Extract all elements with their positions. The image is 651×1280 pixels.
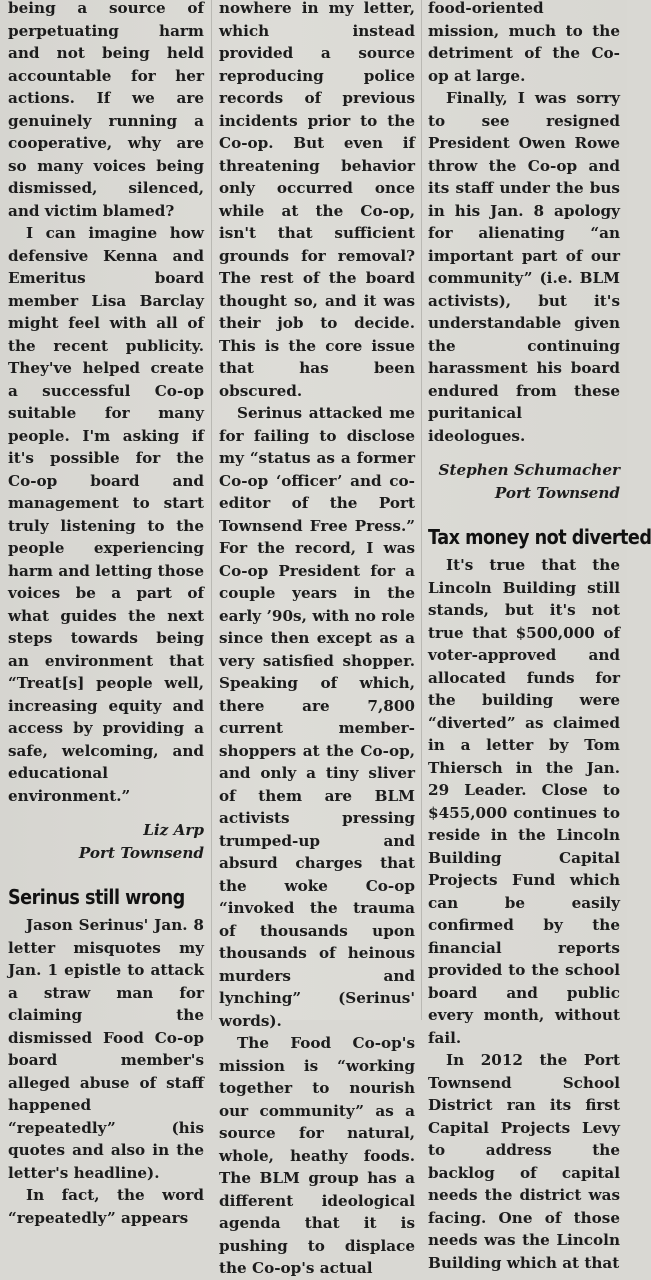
letter-paragraph: Serinus attacked me for failing to disclose my “status as a former Co-op ‘officer’ and co-editor of the Port Townsend Free Press.” For the record, I was Co-op President for a couple years in the early ’90s, with no role since then except as a very satisfied shopper. Speaking of which, there are 7,800 current member-shoppers at the Co-op, and only a tiny sliver of them are BLM activists pressing trumped-up and absurd charges that the woke Co-op “invoked the trauma of thousands upon thousands of heinous murders and lynching” (Serinus' words). xyxy=(219,404,415,1030)
letter-headline: Tax money not diverted xyxy=(428,525,651,549)
letter-headline: Serinus still wrong xyxy=(8,885,185,909)
letter-paragraph: nowhere in my letter, which instead provided a source reproducing police records of previous incidents prior to the Co-op. But even if threatening behavior only occurred once while at the Co-op, isn't that sufficient grounds for removal? The rest of the board thought so, and it was their job to decide. This is the core issue that has been obscured. xyxy=(219,0,415,400)
letter-paragraph: Finally, I was sorry to see resigned President Owen Rowe throw the Co-op and its staff under the bus in his Jan. 8 apology for alienating “an important part of our community” (i.e. BLM activists), but it's understandable given the continuing harassment his board endured from these puritanical ideologues. xyxy=(428,89,620,445)
column-2 xyxy=(219,0,415,1277)
letter-paragraph: The Food Co-op's mission is “working together to nourish our community” as a source for natural, whole, heathy foods. The BLM group has a different ideological agenda that it is pushing to displace the Co-op's actual xyxy=(219,1034,415,1277)
signature-name: Stephen Schumacher xyxy=(438,461,620,479)
letter-paragraph: In 2012 the Port Townsend School District ran its first Capital Projects Levy to address the backlog of capital needs the district was facing. One of those needs was the Lincoln Building which at that xyxy=(428,1051,620,1272)
letter-paragraph: being a source of perpetuating harm and not being held accountable for her actions. If we are genuinely running a cooperative, why are so many voices being dismissed, silenced, and victim blamed? xyxy=(8,0,204,220)
column-rule xyxy=(211,0,212,1020)
letter-paragraph: Jason Serinus' Jan. 8 letter misquotes my Jan. 1 epistle to attack a straw man for claiming the dismissed Food Co-op board member's alleged abuse of staff happened “repeatedly” (his quotes and also in the letter's headline). xyxy=(8,916,204,1182)
column-3 xyxy=(428,0,651,1272)
letter-paragraph: It's true that the Lincoln Building still stands, but it's not true that $500,000 of voter-approved and allocated funds for the building were “diverted” as claimed in a letter by Tom Thiersch in the Jan. 29 Leader. Close to $455,000 continues to reside in the Lincoln Building Capital Projects Fund which can be easily confirmed by the financial reports provided to the school board and public every month, without fail. xyxy=(428,556,620,1047)
letter-paragraph: food-oriented mission, much to the detriment of the Co-op at large. xyxy=(428,0,620,85)
signature-place: Port Townsend xyxy=(494,483,620,502)
column-rule xyxy=(421,0,422,1020)
signature-place: Port Townsend xyxy=(78,843,204,862)
letter-paragraph: I can imagine how defensive Kenna and Emeritus board member Lisa Barclay might feel with all of the recent publicity. They've helped create a successful Co-op suitable for many people. I'm asking if it's possible for the Co-op board and management to start truly listening to the people experiencing harm and letting those voices be a part of what guides the next steps towards being an environment that “Treat[s] people well, increasing equity and access by providing a safe, welcoming, and educational environment.” xyxy=(8,224,204,805)
letter-paragraph: In fact, the word “repeatedly” appears xyxy=(8,1186,204,1227)
column-1 xyxy=(8,0,204,1227)
signature-name: Liz Arp xyxy=(143,821,204,839)
